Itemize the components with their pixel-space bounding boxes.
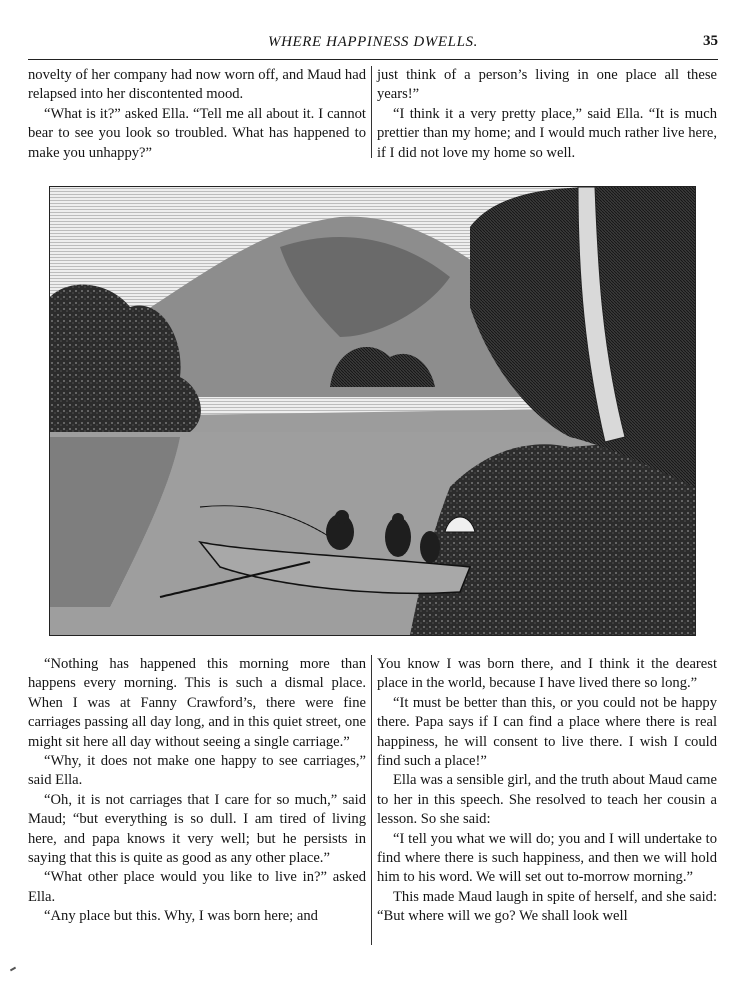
paragraph: “Any place but this. Why, I was born here; and xyxy=(44,908,318,925)
bottom-right-column xyxy=(377,655,717,927)
paragraph: Ella was a sensible girl, and the truth about Maud came to her in this speech. She resolved to teach her cousin a lesson. So she said: xyxy=(377,772,717,828)
header-rule xyxy=(28,59,718,60)
top-right-column xyxy=(377,66,717,163)
bottom-column-divider xyxy=(371,655,372,945)
paragraph: “Why, it does not make one happy to see carriages,” said Ella. xyxy=(28,753,366,789)
paragraph: You know I was born there, and I think it the dearest place in the world, because I have lived there so long.” xyxy=(377,656,717,692)
paragraph: “Oh, it is not carriages that I care for so much,” said Maud; “but everything is so dull. I am tired of living here, and papa knows it very well; but he persists in saying that this is quite as good as any other place.” xyxy=(28,791,366,867)
running-title: WHERE HAPPINESS DWELLS. xyxy=(267,34,479,50)
running-head xyxy=(28,34,718,56)
paragraph: “I tell you what we will do; you and I will undertake to find where there is such happiness, and then we will hold him to his word. We will set out to-morrow morning.” xyxy=(377,830,717,886)
margin-mark xyxy=(10,967,16,972)
paragraph: This made Maud laugh in spite of herself, and she said: “But where will we go? We shall look well xyxy=(377,888,717,925)
paragraph: “What is it?” asked Ella. “Tell me all about it. I cannot bear to see you look so troubled. What has happened to make you unhappy?” xyxy=(28,105,366,161)
paragraph: just think of a person’s living in one place all these years!” xyxy=(377,67,717,103)
paragraph: novelty of her company had now worn off, and Maud had relapsed into her discontented mood. xyxy=(28,67,366,103)
top-left-column xyxy=(28,66,366,163)
engraving xyxy=(50,187,695,635)
paragraph: “I think it a very pretty place,” said Ella. “It is much prettier than my home; and I would much rather live here, if I did not love my home so well. xyxy=(377,105,717,161)
paragraph: “What other place would you like to live in?” asked Ella. xyxy=(28,869,366,905)
bottom-left-column xyxy=(28,655,366,927)
page-number: 35 xyxy=(703,33,718,49)
top-column-divider xyxy=(371,66,372,158)
paragraph: “It must be better than this, or you could not be happy there. Papa says if I can find a place where there is real happiness, he will consent to live there. I wish I could find such a place!” xyxy=(377,694,717,770)
illustration-lake-boating-scene xyxy=(49,186,696,636)
paragraph: “Nothing has happened this morning more than happens every morning. This is such a dismal place. When I was at Fanny Crawford’s, there were fine carriages passing all day long, and in this quiet street, one might sit here all day without seeing a single carriage.” xyxy=(28,656,366,750)
